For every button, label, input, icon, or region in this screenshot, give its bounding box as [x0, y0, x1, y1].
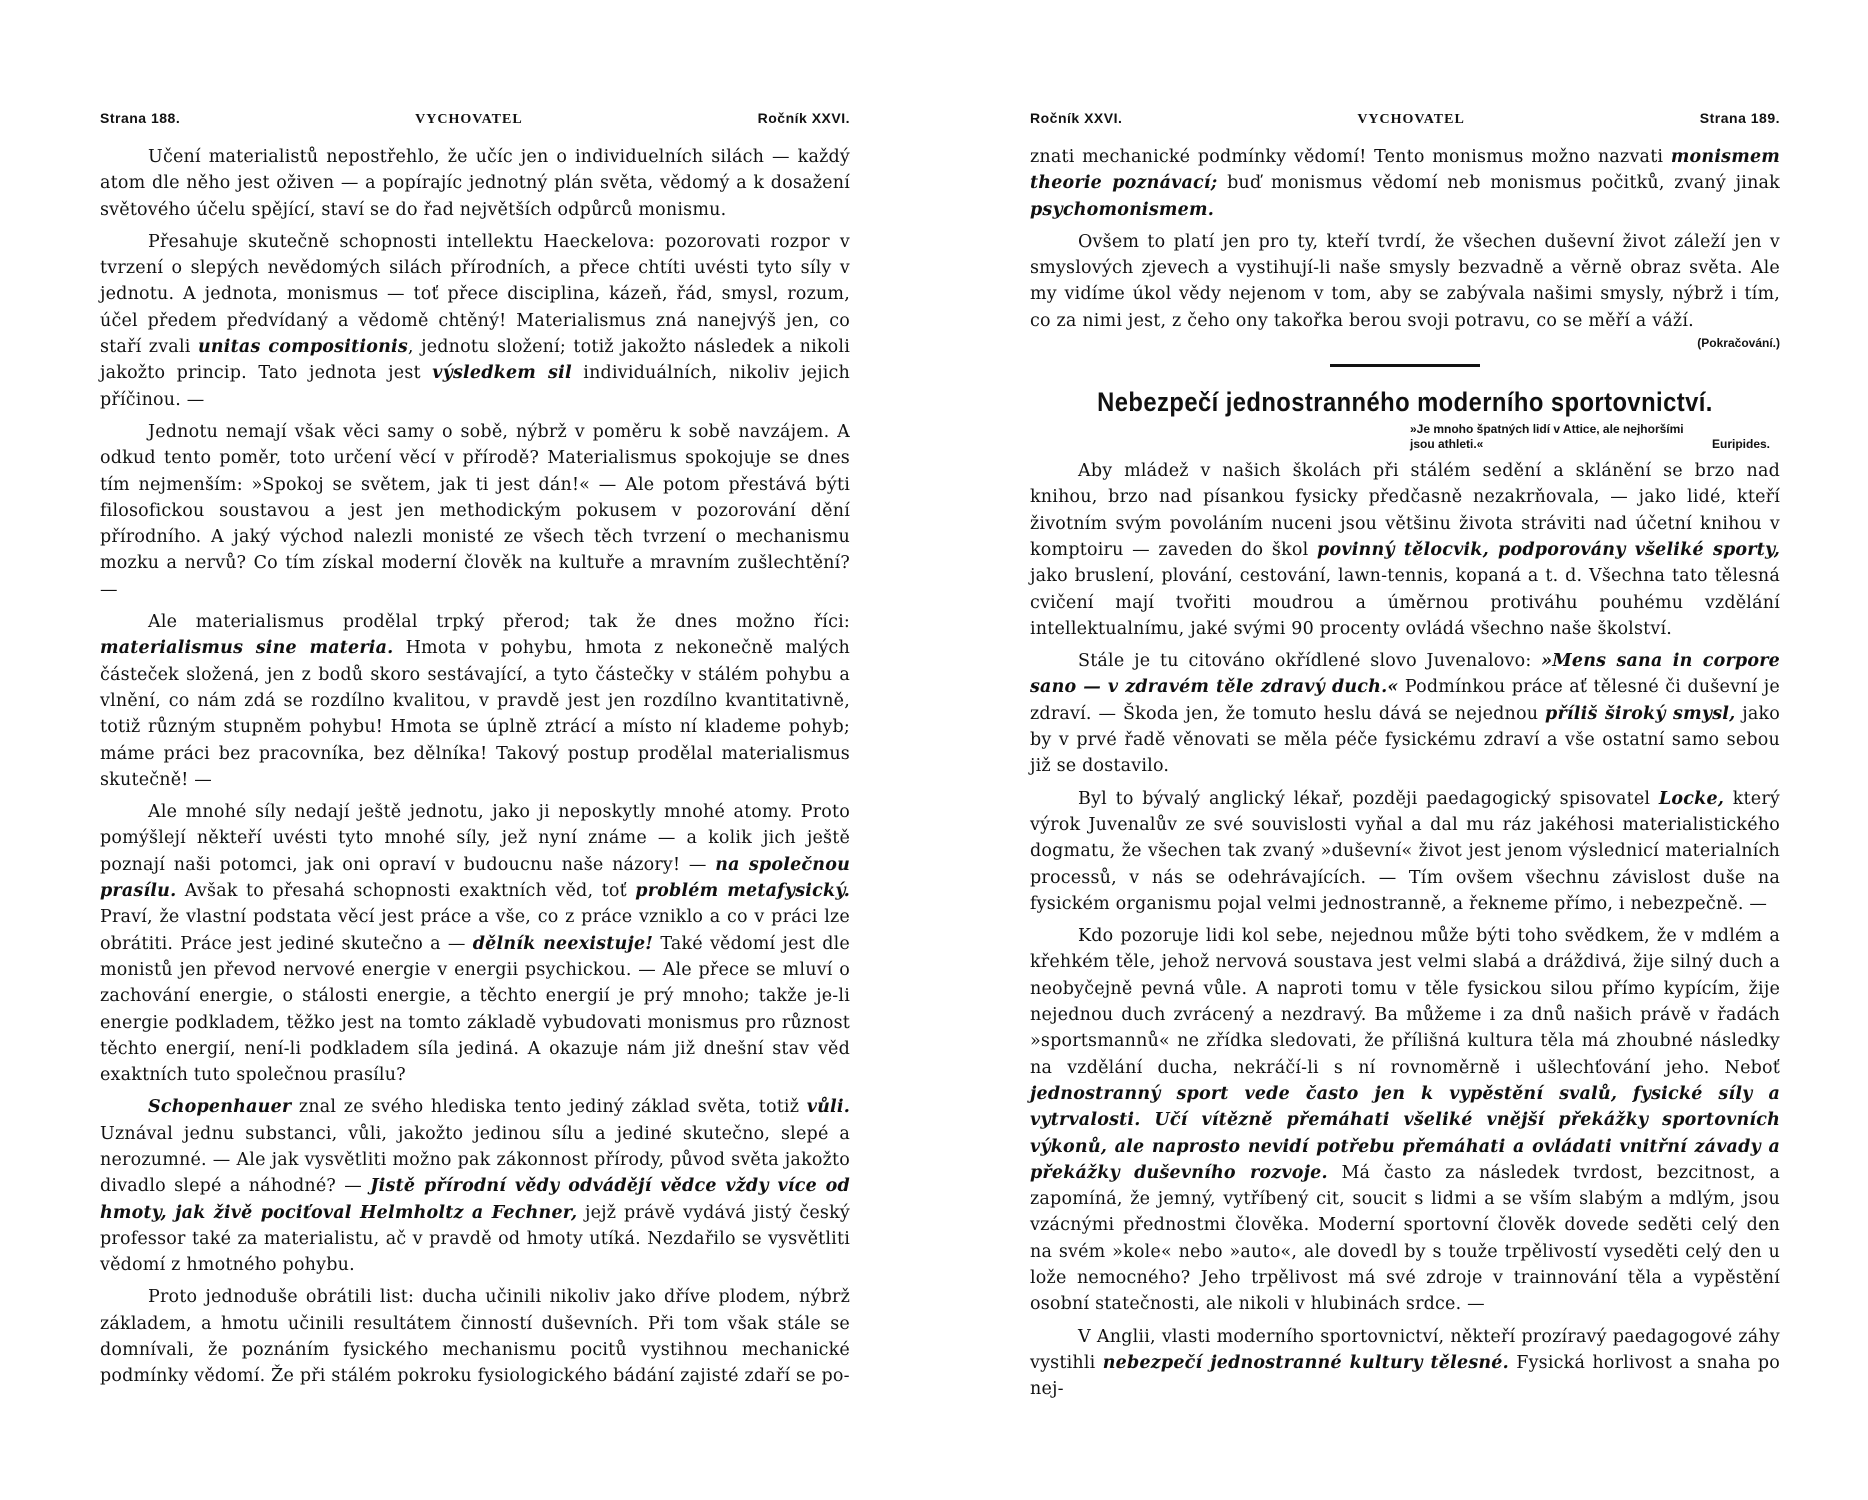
journal-title: VYCHOVATEL	[415, 112, 523, 127]
text-run: Přesahuje skutečně schopnosti intellektu Haeckelova: pozorovati rozpor v tvrzení o slepých nevědomých silách přírodních, a přece chtíti uvésti tyto síly v jednotu. A jednota, monismus — toť přece disciplina, kázeň, řád, smysl, rozum, účel předem předvídaný a vědomě chtěný! Materialismus zná nanejvýš jen, co staří zvali	[100, 231, 850, 358]
section-divider	[1330, 364, 1480, 367]
epigraph	[1410, 422, 1770, 452]
paragraph	[1030, 648, 1780, 779]
emphasized-text: psychomonismem.	[1030, 199, 1214, 220]
text-run: Proto jednoduše obrátili list: ducha učinili nikoliv jako dříve plodem, nýbrž základem, a hmotu učinili resultátem činností duševních. Při tom však stále se domnívali, že poznáním fysického mechanismu pocitů vystihnou mechanické podmínky vědomí. Že při stálém pokroku fysiologického bádání zajisté zdaří se po-	[100, 1287, 850, 1387]
left-body	[100, 144, 850, 1390]
text-run: který výrok Juvenalův ze své souvislosti vyňal a dal mu ráz jakéhosi materialistického dogmatu, že všechen tak zvaný »duševní« život jest jenom výslednicí materialních processů, v nás se odehrávajících. — Tím ovšem všechnu závislost duše na fysickém organismu pojal velmi jednostranně, a řekneme přímo, i nebezpečně. —	[1030, 788, 1780, 914]
text-run: Avšak to přesahá schopnosti exaktních věd, toť	[176, 881, 636, 902]
text-run: jako by v prvé řadě věnovati se měla péče fysickému zdraví a vše ostatní samo sebou již se dostavilo.	[1030, 703, 1780, 777]
paragraph	[100, 144, 850, 223]
paragraph	[1030, 229, 1780, 334]
text-run: Fysická horlivost a snaha po nej-	[1030, 1352, 1781, 1400]
paragraph	[100, 229, 850, 413]
page-number: Strana 189.	[1699, 110, 1780, 126]
emphasized-text: »Mens sana in corpore sano — v zdravém těle zdravý duch.«	[1030, 651, 1780, 698]
emphasized-text: Schopenhauer	[148, 1097, 292, 1118]
page-number: Strana 188.	[100, 110, 181, 126]
paragraph	[1030, 923, 1780, 1317]
volume-label: Ročník XXVI.	[1030, 110, 1123, 126]
emphasized-text: nebezpečí jednostranné kultury tělesné.	[1102, 1352, 1509, 1373]
emphasized-text: Locke,	[1658, 788, 1725, 809]
paragraph	[1030, 786, 1780, 917]
text-run: individuálních, nikoliv jejich příčinou. —	[100, 363, 850, 410]
left-page	[100, 110, 850, 1390]
journal-title: VYCHOVATEL	[1357, 112, 1465, 127]
epigraph-author: Euripides.	[1711, 437, 1770, 452]
paragraph	[100, 1284, 850, 1389]
continuation-body	[1030, 144, 1780, 334]
text-run: Aby mládež v našich školách při stálém sedění a sklánění se brzo nad knihou, brzo nad písankou fysicky předčasně nezakrňovala, — jako lidé, kteří životním svým povoláním nuceni jsou většinu života stráviti nad účetní knihou v komptoiru — zaveden do škol	[1030, 461, 1780, 560]
emphasized-text: výsledkem sil	[432, 363, 572, 384]
text-run: jejž právě vydává jistý český professor také za materialistu, ač v pravdě od hmoty utíká. Nezdařilo se vysvětliti vědomí z hmotného pohybu.	[100, 1202, 850, 1276]
paragraph	[100, 609, 850, 793]
volume-label: Ročník XXVI.	[757, 110, 850, 126]
text-run: Praví, že vlastní podstata věcí jest práce a vše, co z práce vzniklo a co v práci lze obrátiti. Práce jest jediné skutečno a —	[100, 907, 850, 954]
emphasized-text: na společnou prasílu.	[100, 854, 850, 902]
text-run: Ale mnohé síly nedají ještě jednotu, jako ji neposkytly mnohé atomy. Proto pomýšlejí někteří uvésti tyto mnohé síly, jež nyní známe — a kolik jich ještě poznají naši potomci, jak oni opraví v budoucnu naše názory! —	[100, 802, 850, 875]
text-run: znati mechanické podmínky vědomí! Tento monismus možno nazvati	[1030, 147, 1671, 167]
paragraph	[1030, 458, 1780, 642]
emphasized-text: monismem theorie poznávací;	[1030, 147, 1780, 194]
emphasized-text: unitas compositionis	[197, 337, 408, 358]
text-run: , jednotu složení; totiž jakožto následek a nikoli jakožto princip. Tato jednota jest	[100, 337, 851, 384]
paragraph	[1030, 1324, 1780, 1403]
emphasized-text: dělník neexistuje!	[472, 933, 654, 954]
text-run: Učení materialistů nepostřehlo, že učíc jen o individuelních silách — každý atom dle něho jest oživen — a popírajíc jednotný plán světa, vědomý a k dosažení světového účelu spějící, staví se do řad největších odpůrců monismu.	[100, 147, 850, 220]
text-run: Uznával jednu substanci, vůli, jakožto jedinou sílu a jediné skutečno, slepé a nerozumné. — Ale jak vysvětliti možno pak zákonnost přírody, původ světa jakožto divadlo slepé a náhodné? —	[100, 1123, 850, 1197]
emphasized-text: materialismus sine materia.	[100, 638, 394, 659]
text-run: Také vědomí jest dle monistů jen převod nervové energie v energii psychickou. — Ale přece se mluví o zachování energie, o stálosti energie, a těchto energií je prý mnoho; takže je-li energie podkladem, těžko jest na tomto základě vybudovati monismus pro různost těchto energií, není-li podkladem síla jediná. A okazuje nám již dnešní stav věd exaktních tuto společnou prasílu?	[100, 933, 850, 1086]
epigraph-quote: »Je mnoho špatných lidí v Attice, ale nejhoršími jsou athleti.«	[1410, 422, 1684, 452]
text-run: Ale materialismus prodělal trpký přerod; tak že dnes možno říci:	[148, 612, 850, 633]
text-run: jako bruslení, plování, cestování, lawn-tennis, kopaná a t. d. Všechna tato tělesná cvičení mají tvořiti moudrou a úměrnou protiváhu pouhému vzdělání intellektualnímu, jaké svými 90 procenty ovládá všechno naše školství.	[1030, 566, 1780, 639]
text-run: Hmota v pohybu, hmota z nekonečně malých částeček složená, jen z bodů skoro sestávající, a tyto částečky v stálém pohybu a vlnění, co nám zdá se rozdílno kvalitou, v pravdě jest jen rozdílno kvantitativně, totiž různým stupněm pohybu! Hmota se úplně ztrácí a místo ní klademe pohyb; máme práci bez pracovníka, bez dělníka! Takový postup prodělal materialismus skutečně! —	[100, 638, 851, 790]
article-title: Nebezpečí jednostranného moderního sportovnictví.	[1097, 387, 1713, 418]
text-run: Podmínkou práce ať tělesné či duševní je zdraví. — Škoda jen, že tomuto heslu dává se nejednou	[1030, 677, 1780, 724]
article-body	[1030, 458, 1780, 1402]
paragraph	[100, 419, 850, 603]
text-run: Byl to bývalý anglický lékař, později paedagogický spisovatel	[1078, 788, 1659, 809]
emphasized-text: vůli.	[806, 1097, 850, 1118]
paragraph	[1030, 144, 1780, 223]
text-run: Ovšem to platí jen pro ty, kteří tvrdí, že všechen duševní život záleží jen v smyslových zjevech a vystihují-li naše smysly bezvadně a věrně obraz světa. Ale my vidíme úkol vědy nejenom v tom, aby se zabývala našimi smysly, nýbrž i tím, co za nimi jest, z čeho ony takořka berou svoji potravu, co se měří a váží.	[1030, 231, 1780, 331]
continuation-note: (Pokračování.)	[1697, 336, 1780, 351]
text-run: buď monismus vědomí neb monismus počitků, zvaný jinak	[1217, 173, 1780, 194]
text-run: Má často za následek tvrdost, bezcitnost, a zapomíná, že jemný, vytříbený cit, soucit s lidmi a se vším slabým a mdlým, jsou vzácnými přednostmi člověka. Moderní sportovní člověk dovede seděti celý den na svém »kole« nebo »auto«, ale dovedl by s touže trpělivostí vyseděti celý den u lože nemocného? Jeho trpělivost má své zdroje v trainnování těla a vypěstění osobní statečnosti, ale nikoli v hlubinách srdce. —	[1030, 1162, 1781, 1315]
text-run: Stále je tu citováno okřídlené slovo Juvenalovo:	[1078, 651, 1542, 672]
paragraph	[100, 1094, 850, 1278]
text-run: V Anglii, vlasti moderního sportovnictví, někteří prozíravý paedagogové záhy vystihli	[1030, 1326, 1780, 1373]
emphasized-text: povinný tělocvik, podporovány všeliké sporty,	[1317, 539, 1780, 560]
emphasized-text: jednostranný sport vede často jen k vypěstění svalů, fysické síly a vytrvalosti. Učí vítězně přemáhati všeliké vnější překážky sportovních výkonů, ale naprosto nevidí potřebu přemáhati a ovládati vnitřní závady a překážky duševního rozvoje.	[1030, 1083, 1780, 1183]
right-page	[1030, 110, 1780, 1402]
emphasized-text: příliš široký smysl,	[1545, 703, 1736, 724]
emphasized-text: problém metafysický.	[635, 881, 850, 902]
paragraph	[100, 799, 850, 1088]
text-run: Jednotu nemají však věci samy o sobě, nýbrž v poměru k sobě navzájem. A odkud tento poměr, toto určení věcí v přírodě? Materialismus spokojuje se dnes tím nejmenším: »Spokoj se světem, jak ti jest dán!« — Ale potom přestává býti filosofickou soustavou a jest jen methodickým pokusem v pozorování dění přírodního. A jaký východ nalezli monisté ze všech těch tvrzení o mechanismu mozku a nervů? Co tím získal moderní člověk na kultuře a mravním zušlechtění? —	[100, 421, 850, 600]
page-header	[100, 110, 850, 128]
emphasized-text: Jistě přírodní vědy odvádějí vědce vždy více od hmoty, jak živě pociťoval Helmholtz a Fechner,	[100, 1176, 850, 1223]
text-run: znal ze svého hlediska tento jediný základ světa, totiž	[291, 1097, 807, 1118]
page-header	[1030, 110, 1780, 128]
text-run: Kdo pozoruje lidi kol sebe, nejednou může býti toho svědkem, že v mdlém a křehkém těle, jehož nervová soustava jest velmi slabá a dráždivá, žije silný duch a neobyčejně pevná vůle. A naproti tomu v těle fysickou silou přímo kypícím, žije nejednou duch zvrácený a nezdravý. Ba můžeme i za dnů našich právě v řadách »sportsmannů« ne zřídka sledovati, že přílišná kultura těla má zhoubné následky na vzdělání ducha, nekráčí-li s ní rovnoměrně i ušlechťování jeho. Neboť	[1030, 926, 1780, 1078]
